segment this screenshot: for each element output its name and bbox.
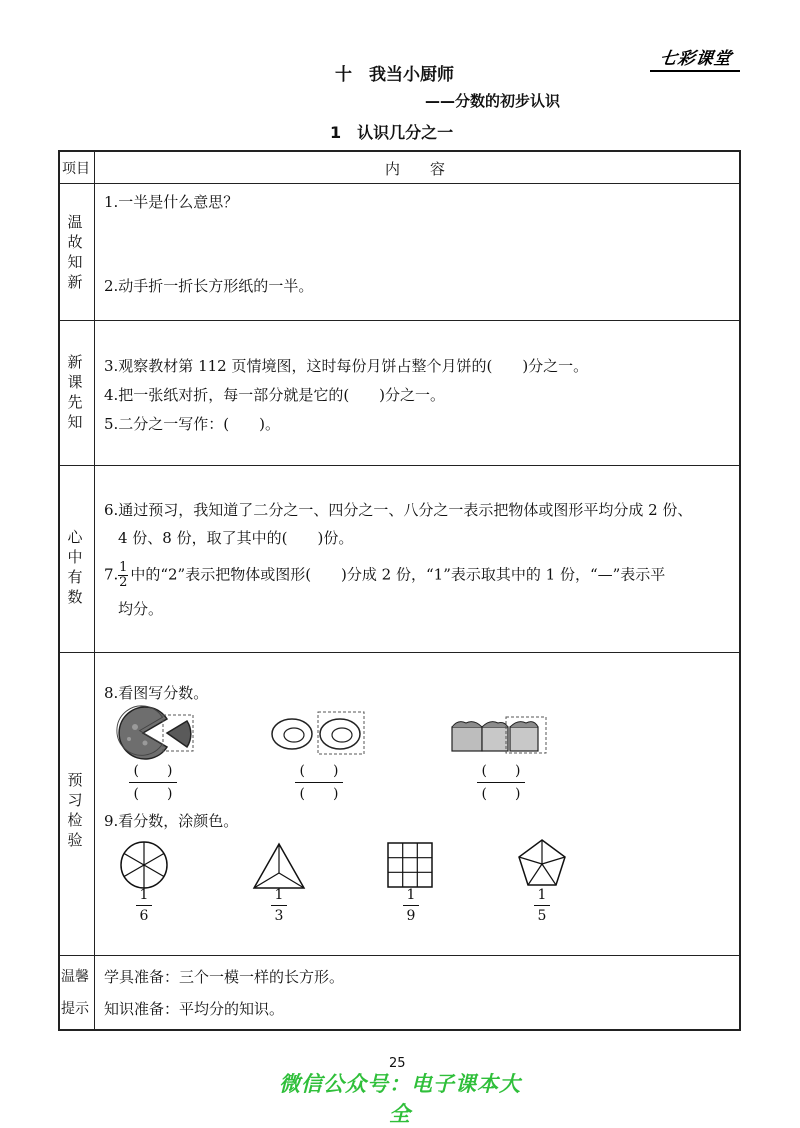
shape-fraction-grid [391,886,431,925]
shape-fraction-pentagon [522,886,562,925]
row-divider [58,652,741,653]
fraction-bar [295,782,343,783]
brand-underline [650,70,740,72]
answer-denominator-blank[interactable]: ( ) [299,786,339,802]
question-1: 1.一半是什么意思？ [104,193,239,211]
question-7-number: 7. [104,565,119,584]
section-label-check: 预习检验 [67,771,83,849]
circle-sixths-icon[interactable] [121,842,167,888]
triangle-thirds-icon[interactable] [254,844,304,888]
fraction-numerator: 1 [274,887,284,903]
triangle-shape[interactable] [250,840,308,892]
table-top-border [58,150,741,152]
egg-half-icon [318,712,364,754]
eggs-picture [268,710,368,756]
row-divider [58,320,741,321]
grid-ninths-icon[interactable] [388,843,432,887]
brand-logo: 七彩课堂 [658,49,734,69]
unit-subtitle: ——分数的初步认识 [425,92,561,110]
question-7-line-1 [104,562,665,589]
section-label-review: 温故知新 [67,213,83,291]
footer-watermark: 微信公众号：电子课本大全 [279,1072,521,1126]
pentagon-fifths-icon[interactable] [519,840,565,885]
fraction-bar [271,905,287,906]
question-4: 4.把一张纸对折，每一部分就是它的( )分之一。 [104,386,446,404]
fraction-numerator: 1 [406,887,416,903]
bread-picture [450,713,550,755]
shape-fraction-triangle [259,886,299,925]
answer-fraction-egg[interactable] [292,762,346,803]
mooncake-piece-icon [163,715,193,751]
unit-title: 十 我当小厨师 [335,65,454,85]
fraction-denominator: 2 [119,575,128,590]
lesson-title: 1 认识几分之一 [330,123,454,142]
question-7-line-2: 均分。 [118,600,164,618]
section-label-preview: 新课先知 [67,353,83,431]
bread-loaf-icon [452,722,508,751]
question-7-text: 中的“2”表示把物体或图形( )分成 2 份，“1”表示取其中的 1 份，“—”表示平 [130,565,666,584]
table-bottom-border [58,1029,741,1031]
fraction-numerator: 1 [537,887,547,903]
page-number: 25 [389,1056,406,1071]
table-column-divider [94,150,95,1031]
fraction-bar [403,905,419,906]
fraction-denominator: 9 [406,908,416,924]
bread-slice-icon [506,717,546,753]
question-5: 5.二分之一写作：( )。 [104,415,281,433]
mooncake-picture [115,705,195,761]
row-divider [58,955,741,956]
fraction-numerator: 1 [139,887,149,903]
question-6-line-1: 6.通过预习，我知道了二分之一、四分之一、八分之一表示把物体或图形平均分成 2 份、 [104,501,693,519]
question-3: 3.观察教材第 112 页情境图，这时每份月饼占整个月饼的( )分之一。 [104,357,589,375]
fraction-denominator: 5 [537,908,547,924]
fraction-bar [534,905,550,906]
answer-numerator-blank[interactable]: ( ) [481,763,521,779]
mooncake-icon [117,706,167,759]
shape-fraction-circle [124,886,164,925]
answer-numerator-blank[interactable]: ( ) [133,763,173,779]
answer-denominator-blank[interactable]: ( ) [133,786,173,802]
section-label-understanding: 心中有数 [67,528,83,606]
fraction-bar [136,905,152,906]
question-2: 2.动手折一折长方形纸的一半。 [104,277,314,295]
answer-fraction-mooncake[interactable] [126,762,180,803]
fraction-bar [129,782,177,783]
row-divider [58,183,741,184]
tip-knowledge: 知识准备：平均分的知识。 [104,1000,285,1018]
question-6-line-2: 4 份、8 份，取了其中的( )份。 [118,529,354,547]
fraction-denominator: 6 [139,908,149,924]
fraction-one-half [118,562,128,589]
col-header-content: 内 容 [385,160,446,178]
question-9: 9.看分数，涂颜色。 [104,812,239,830]
pentagon-shape[interactable] [514,836,570,892]
table-right-border [739,150,741,1031]
table-left-border [58,150,60,1031]
row-divider [58,465,741,466]
question-8: 8.看图写分数。 [104,684,209,702]
egg-icon [272,719,312,749]
answer-fraction-bread[interactable] [474,762,528,803]
answer-numerator-blank[interactable]: ( ) [299,763,339,779]
col-header-item: 项目 [62,161,90,177]
fraction-bar [477,782,525,783]
section-label-tips-bottom: 提示 [61,1001,89,1017]
square-grid-shape[interactable] [385,840,437,890]
tip-supplies: 学具准备：三个一模一样的长方形。 [104,968,345,986]
circle-shape[interactable] [117,838,171,892]
fraction-numerator: 1 [119,560,128,575]
answer-denominator-blank[interactable]: ( ) [481,786,521,802]
fraction-denominator: 3 [274,908,284,924]
section-label-tips-top: 温馨 [61,969,89,985]
